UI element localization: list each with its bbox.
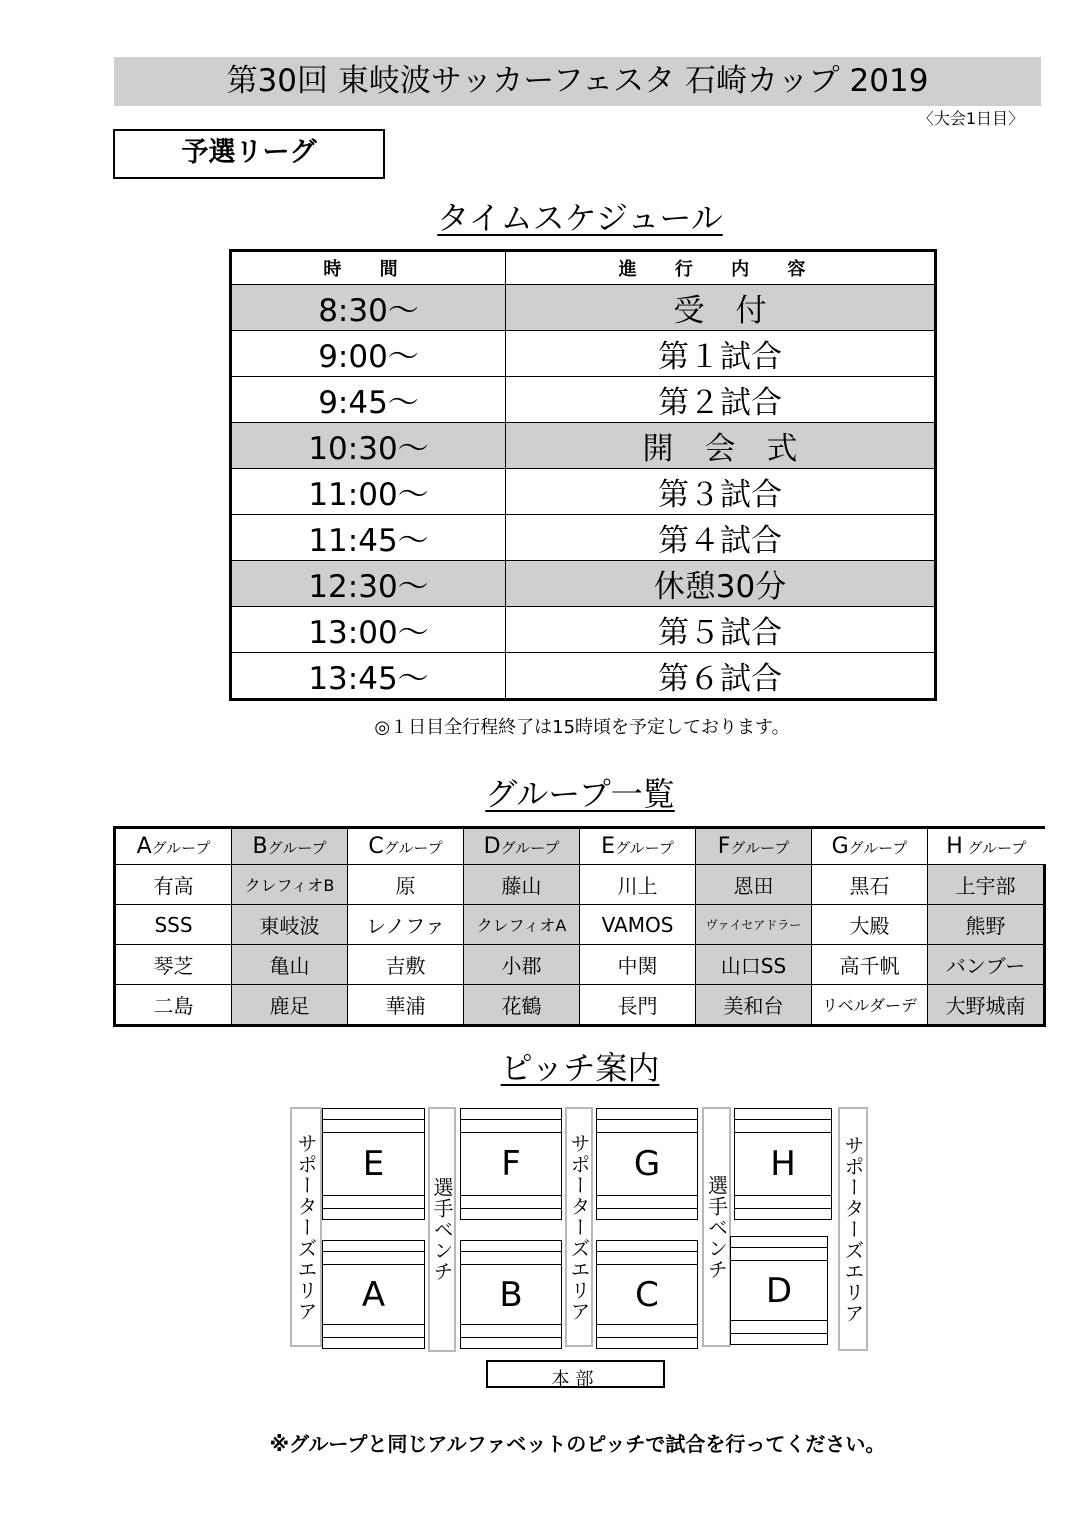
schedule-event: 第４試合 <box>506 515 936 561</box>
schedule-time: 9:00～ <box>231 331 506 377</box>
schedule-event: 第５試合 <box>506 607 936 653</box>
pitch-d <box>730 1236 828 1345</box>
hq-label: 本部 <box>551 1369 600 1388</box>
group-team-cell: 熊野 <box>928 905 1045 945</box>
group-letter: B <box>252 834 268 859</box>
group-header-g <box>812 828 928 865</box>
group-team-cell: 藤山 <box>464 865 580 905</box>
group-team-cell: レノファ <box>348 905 464 945</box>
group-team-cell: リベルダーデ <box>812 985 928 1026</box>
group-header-c <box>348 828 464 865</box>
schedule-row <box>231 285 936 331</box>
group-team-cell: 中関 <box>580 945 696 985</box>
pitch-h-label: H <box>770 1144 796 1184</box>
pitch-c-label: C <box>635 1274 659 1315</box>
player-bench-label: 選手ベンチ <box>430 1177 454 1282</box>
group-suffix: グループ <box>500 839 560 857</box>
schedule-body <box>231 285 936 700</box>
schedule-event: 受 付 <box>506 285 936 331</box>
group-suffix: グループ <box>848 839 908 857</box>
group-team-cell: 華浦 <box>348 985 464 1026</box>
group-row <box>115 985 1045 1026</box>
group-letter: H <box>946 834 963 859</box>
group-team-cell: SSS <box>115 905 232 945</box>
schedule-time: 11:00～ <box>231 469 506 515</box>
footer-note: ※グループと同じアルファベットのピッチで試合を行ってください。 <box>269 1432 886 1456</box>
schedule-time: 11:45～ <box>231 515 506 561</box>
group-header-f <box>696 828 812 865</box>
group-team-cell: 原 <box>348 865 464 905</box>
pitch-a <box>322 1240 425 1349</box>
group-team-cell: 大野城南 <box>928 985 1045 1026</box>
group-letter: D <box>483 834 501 859</box>
player-bench-label: 選手ベンチ <box>704 1174 729 1280</box>
group-table <box>113 826 1046 1027</box>
schedule-header-event: 進 行 内 容 <box>506 251 936 285</box>
group-team-cell: 川上 <box>580 865 696 905</box>
hq-box <box>486 1360 665 1388</box>
supporter-area-middle <box>565 1107 593 1347</box>
schedule-time: 10:30～ <box>231 423 506 469</box>
group-letter: F <box>717 834 731 859</box>
group-header-h <box>928 828 1045 865</box>
player-bench-1 <box>428 1107 456 1352</box>
groups-title: グループ一覧 <box>485 775 675 813</box>
group-row <box>115 905 1045 945</box>
schedule-event: 第２試合 <box>506 377 936 423</box>
schedule-time: 13:45～ <box>231 653 506 700</box>
schedule-event: 第６試合 <box>506 653 936 700</box>
schedule-note: ◎１日目全行程終了は15時頃を予定しております。 <box>374 717 790 738</box>
group-suffix: グループ <box>383 839 443 857</box>
schedule-header-row <box>231 251 936 285</box>
day-label: 〈大会1日目〉 <box>917 109 1024 128</box>
schedule-title: タイムスケジュール <box>437 199 723 237</box>
group-suffix: グループ <box>615 839 674 857</box>
group-row <box>115 945 1045 985</box>
supporter-area-right <box>838 1107 868 1351</box>
group-team-cell: 黒石 <box>812 865 928 905</box>
pitch-title: ピッチ案内 <box>500 1049 660 1087</box>
schedule-row <box>231 469 936 515</box>
group-team-cell: ヴァイセアドラー <box>696 905 812 945</box>
group-suffix: グループ <box>962 839 1027 857</box>
group-team-cell: 美和台 <box>696 985 812 1026</box>
group-header-row <box>115 828 1045 865</box>
group-team-cell: 長門 <box>580 985 696 1026</box>
group-team-cell: 小郡 <box>464 945 580 985</box>
schedule-time: 12:30～ <box>231 561 506 607</box>
group-team-cell: 鹿足 <box>232 985 348 1026</box>
schedule-row <box>231 653 936 700</box>
group-team-cell: バンブー <box>928 945 1045 985</box>
section-label-box <box>113 129 385 179</box>
schedule-event: 第１試合 <box>506 331 936 377</box>
pitch-b <box>460 1240 562 1349</box>
schedule-event: 開 会 式 <box>506 423 936 469</box>
group-team-cell: 高千帆 <box>812 945 928 985</box>
pitch-h <box>734 1108 832 1220</box>
schedule-row <box>231 423 936 469</box>
group-header-a <box>115 828 232 865</box>
schedule-row <box>231 515 936 561</box>
group-team-cell: 花鶴 <box>464 985 580 1026</box>
group-team-cell: 有高 <box>115 865 232 905</box>
group-row <box>115 865 1045 905</box>
pitch-f <box>460 1108 562 1220</box>
pitch-c <box>596 1240 698 1349</box>
group-team-cell: VAMOS <box>580 905 696 945</box>
group-team-cell: 山口SS <box>696 945 812 985</box>
schedule-table <box>229 249 937 701</box>
group-team-cell: 二島 <box>115 985 232 1026</box>
player-bench-2 <box>702 1107 731 1347</box>
supporter-area-left <box>290 1107 322 1347</box>
schedule-time: 13:00～ <box>231 607 506 653</box>
group-team-cell: 上宇部 <box>928 865 1045 905</box>
schedule-row <box>231 607 936 653</box>
pitch-b-label: B <box>499 1274 523 1315</box>
schedule-event: 第３試合 <box>506 469 936 515</box>
schedule-row <box>231 377 936 423</box>
group-team-cell: クレフィオA <box>464 905 580 945</box>
group-header-b <box>232 828 348 865</box>
section-label: 予選リーグ <box>181 137 317 168</box>
group-letter: C <box>368 834 384 859</box>
pitch-e-label: E <box>362 1144 385 1184</box>
group-letter: G <box>831 834 849 859</box>
schedule-time: 8:30～ <box>231 285 506 331</box>
group-letter: E <box>601 834 616 859</box>
group-team-cell: 琴芝 <box>115 945 232 985</box>
pitch-e <box>322 1108 425 1220</box>
group-suffix: グループ <box>151 839 211 857</box>
pitch-f-label: F <box>501 1144 521 1184</box>
group-team-cell: 恩田 <box>696 865 812 905</box>
group-team-cell: 亀山 <box>232 945 348 985</box>
group-letter: A <box>136 834 152 859</box>
group-team-cell: 大殿 <box>812 905 928 945</box>
group-team-cell: 東岐波 <box>232 905 348 945</box>
schedule-row <box>231 561 936 607</box>
schedule-time: 9:45～ <box>231 377 506 423</box>
schedule-header-time: 時 間 <box>231 251 506 285</box>
group-team-cell: 吉敷 <box>348 945 464 985</box>
group-body <box>115 865 1045 1026</box>
group-team-cell: クレフィオB <box>232 865 348 905</box>
pitch-g-label: G <box>633 1144 661 1184</box>
schedule-event: 休憩30分 <box>506 561 936 607</box>
group-header-e <box>580 828 696 865</box>
pitch-g <box>596 1108 698 1220</box>
group-suffix: グループ <box>730 839 790 857</box>
group-header-d <box>464 828 580 865</box>
schedule-row <box>231 331 936 377</box>
pitch-a-label: A <box>361 1274 386 1315</box>
pitch-d-label: D <box>765 1270 793 1311</box>
supporter-area-label: サポーターズエリア <box>567 1132 591 1322</box>
supporter-area-label: サポーターズエリア <box>841 1134 865 1324</box>
page-title: 第30回 東岐波サッカーフェスタ 石崎カップ 2019 <box>226 63 929 99</box>
group-suffix: グループ <box>267 839 327 857</box>
supporter-area-label: サポーターズエリア <box>294 1132 318 1322</box>
